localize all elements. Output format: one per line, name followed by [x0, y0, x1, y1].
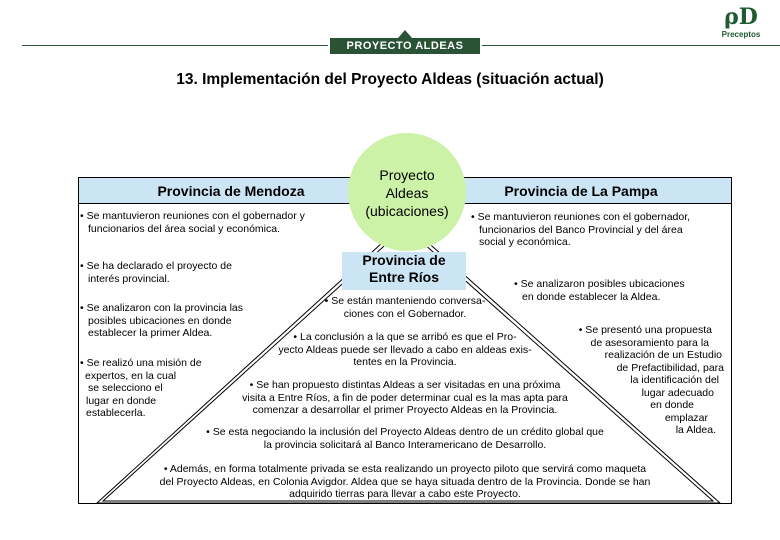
mendoza-bullet-1: [80, 210, 305, 235]
entrerios-bullet-5: [105, 463, 705, 501]
circle-line-1: Proyecto: [379, 167, 435, 183]
text-line: • Se ha declarado el proyecto de: [80, 260, 232, 272]
page-title: 13. Implementación del Proyecto Aldeas (situación actual): [176, 71, 604, 88]
text-line: • Se mantuvieron reuniones con el gobernador,: [471, 211, 691, 223]
text-line: yecto Aldeas puede ser llevado a cabo en aldeas exis-: [278, 343, 532, 356]
logo-mark-icon: ρD: [724, 4, 758, 30]
text-line: en donde: [650, 399, 694, 411]
entrerios-bullet-1: [305, 295, 505, 320]
text-line: interés provincial.: [88, 272, 170, 285]
text-line: se selecciono el: [88, 382, 163, 394]
text-line: • Se mantuvieron reuniones con el gobernador y: [80, 210, 305, 222]
text-line: visita a Entre Ríos, a fin de poder determinar cual es la mas apta para: [242, 391, 568, 404]
mendoza-bullet-2: [80, 260, 232, 285]
text-line: realización de un Estudio: [604, 349, 722, 361]
text-line: funcionarios del Banco Provincial y del área: [479, 223, 683, 236]
entrerios-bullet-4: [160, 426, 650, 451]
text-line: • Se presentó una propuesta: [578, 324, 712, 336]
entrerios-header-line-1: Provincia de: [362, 252, 446, 268]
text-line: en donde establecer la Aldea.: [522, 290, 661, 303]
entrerios-bullet-2: [255, 331, 555, 369]
text-line: adquirido tierras para llevar a cabo este Proyecto.: [289, 488, 521, 500]
text-line: la identificación del: [630, 374, 719, 386]
logo-text: Preceptos: [721, 30, 761, 39]
entrerios-bullet-3: [210, 379, 600, 417]
text-line: expertos, en la cual: [85, 369, 177, 382]
entrerios-header: [342, 252, 466, 290]
text-line: de asesoramiento para la: [590, 336, 709, 349]
lapampa-bullet-2: [514, 278, 685, 303]
project-banner: PROYECTO ALDEAS: [330, 38, 480, 54]
text-line: la provincia solicitará al Banco Interamericano de Desarrollo.: [263, 438, 547, 451]
text-line: • Se analizaron posibles ubicaciones: [514, 278, 685, 290]
text-line: • Se están manteniendo conversa-: [324, 295, 486, 307]
mendoza-header: Provincia de Mendoza: [78, 177, 384, 204]
text-line: • Se esta negociando la inclusión del Proyecto Aldeas dentro de un crédito global que: [206, 426, 604, 438]
text-line: emplazar: [664, 411, 708, 424]
text-line: • La conclusión a la que se arribó es que el Pro-: [293, 331, 517, 343]
text-line: social y económica.: [479, 236, 571, 248]
text-line: • Se han propuesto distintas Aldeas a ser visitadas en una próxima: [249, 379, 561, 391]
text-line: tentes en la Provincia.: [353, 356, 457, 368]
text-line: • Además, en forma totalmente privada se esta realizando un proyecto piloto que servirá como maqueta: [163, 463, 647, 475]
text-line: ciones con el Gobernador.: [343, 307, 467, 320]
text-line: posibles ubicaciones en donde: [88, 314, 232, 327]
text-line: establecerla.: [86, 407, 146, 419]
proyecto-aldeas-circle: [348, 133, 466, 251]
text-line: del Proyecto Aldeas, en Colonia Avigdor. Aldea que se haya situada dentro de la Provincia. Donde se han: [159, 475, 651, 488]
mendoza-bullet-3: [80, 302, 243, 340]
mendoza-bullet-4: [80, 357, 202, 420]
text-line: de Prefactibilidad, para: [616, 361, 724, 374]
circle-line-3: (ubicaciones): [365, 203, 449, 219]
lapampa-bullet-1: [471, 211, 690, 249]
text-line: • Se realizó una misión de: [80, 357, 202, 369]
text-line: la Aldea.: [675, 424, 716, 436]
entrerios-header-line-2: Entre Ríos: [368, 269, 439, 285]
text-line: funcionarios del área social y económica.: [88, 222, 281, 235]
text-line: comenzar a desarrollar el primer Proyecto Aldeas en la Provincia.: [252, 404, 558, 416]
lapampa-header: Provincia de La Pampa: [430, 177, 732, 204]
circle-line-2: Aldeas: [385, 185, 429, 201]
text-line: lugar en donde: [86, 394, 157, 407]
text-line: lugar adecuado: [641, 386, 714, 399]
text-line: establecer la primer Aldea.: [88, 327, 213, 339]
text-line: • Se analizaron con la provincia las: [80, 302, 244, 314]
